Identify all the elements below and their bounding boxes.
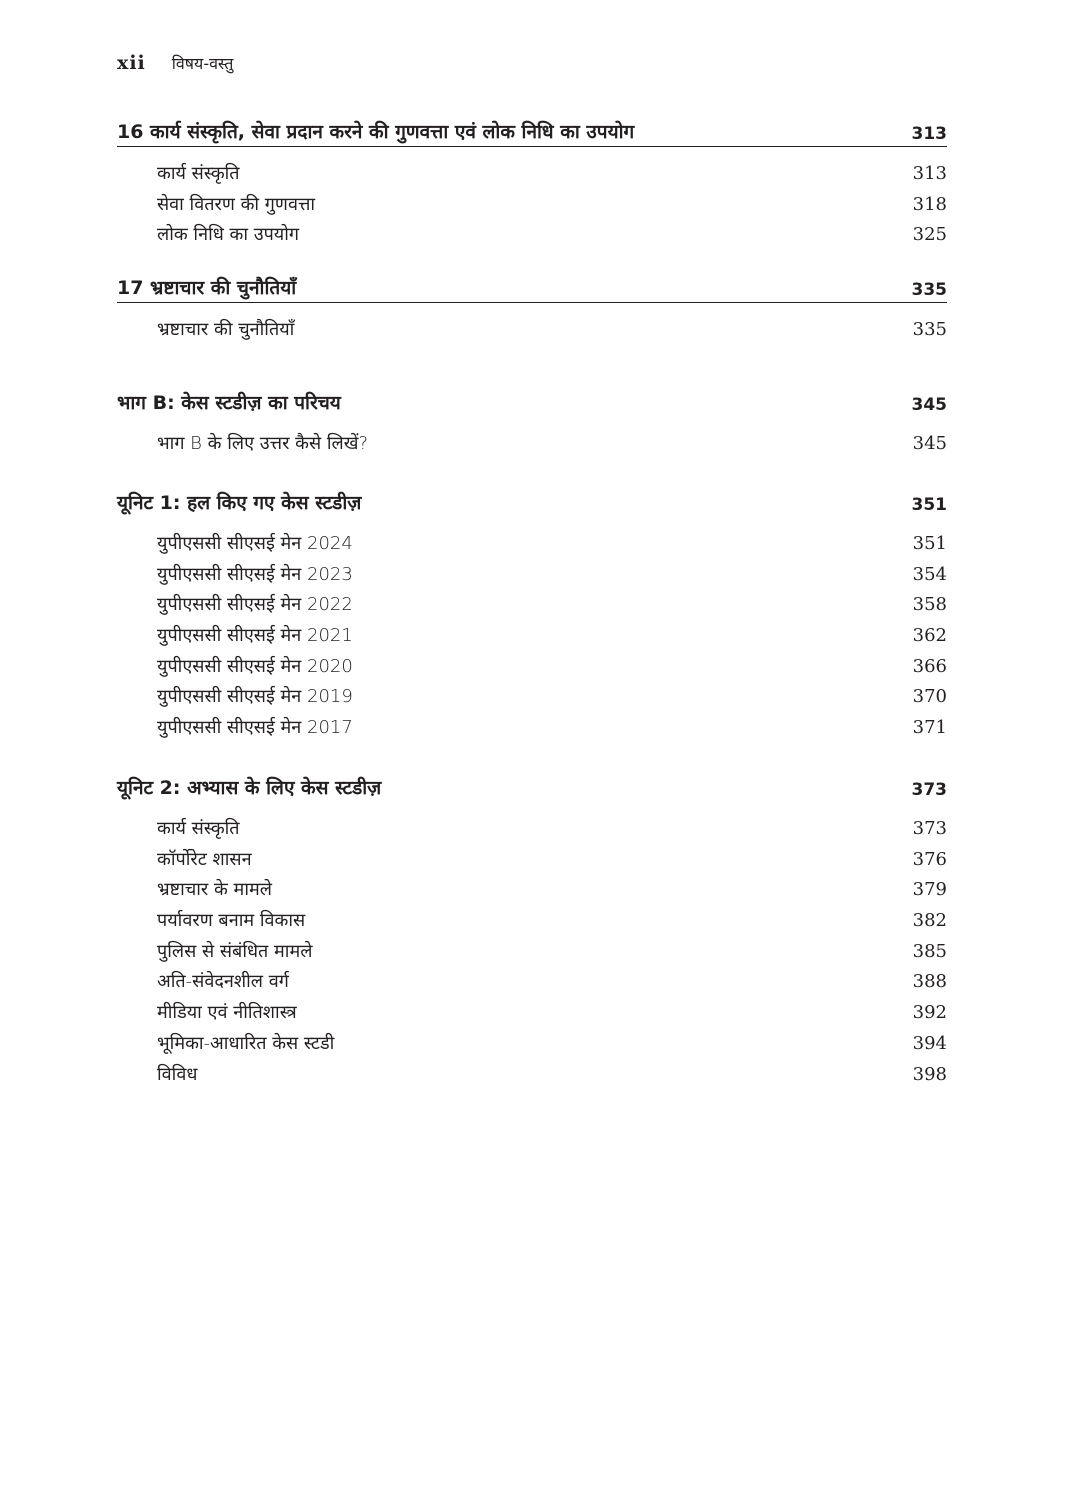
entry-title: भाग B के लिए उत्तर कैसे लिखें? <box>157 433 369 454</box>
unit-page-number: 373 <box>911 780 947 800</box>
entry-title: युपीएससी सीएसई मेन 2017 <box>157 717 353 739</box>
entry-title: पुलिस से संबंधित मामले <box>157 940 313 962</box>
entry-title: सेवा वितरण की गुणवत्ता <box>157 193 316 215</box>
toc-entry <box>117 590 947 621</box>
entry-page-number: 379 <box>912 879 947 901</box>
toc-entry <box>117 814 947 845</box>
toc-entry <box>117 998 947 1029</box>
toc-entry <box>117 937 947 968</box>
entry-page-number: 385 <box>912 940 947 962</box>
toc-entry <box>117 967 947 998</box>
toc-unit-1 <box>117 483 947 744</box>
unit-title: यूनिट 1: हल किए गए केस स्टडीज़ <box>117 492 362 514</box>
entry-page-number: 354 <box>912 563 947 585</box>
entry-title: मीडिया एवं नीतिशास्त्र <box>157 1002 297 1024</box>
entry-title: युपीएससी सीएसई मेन 2024 <box>157 533 353 554</box>
entry-page-number: 371 <box>912 717 947 739</box>
toc-entry <box>117 190 947 221</box>
toc-entry <box>117 159 947 190</box>
entry-title: भूमिका-आधारित केस स्टडी <box>157 1032 335 1054</box>
entry-title: भ्रष्टाचार के मामले <box>157 879 272 901</box>
toc-entry <box>117 1060 947 1091</box>
entry-page-number: 313 <box>912 163 947 184</box>
entry-title: लोक निधि का उपयोग <box>157 224 300 246</box>
entry-title: कॉर्पोरेट शासन <box>157 848 252 870</box>
page-folio: xii <box>117 52 146 74</box>
chapter-heading <box>117 112 947 147</box>
entry-title: युपीएससी सीएसई मेन 2020 <box>157 655 353 677</box>
entry-title: कार्य संस्कृति <box>157 818 240 839</box>
entry-page-number: 358 <box>912 594 947 616</box>
entry-title: युपीएससी सीएसई मेन 2021 <box>157 625 353 647</box>
chapter-title: 17 भ्रष्टाचार की चुनौतियाँ <box>117 277 297 299</box>
toc-entry <box>117 713 947 744</box>
entry-page-number: 345 <box>912 433 947 454</box>
entry-title: युपीएससी सीएसई मेन 2023 <box>157 563 353 585</box>
entry-title: पर्यावरण बनाम विकास <box>157 910 306 932</box>
entry-page-number: 373 <box>912 818 947 839</box>
entry-title: कार्य संस्कृति <box>157 163 240 184</box>
entry-title: युपीएससी सीएसई मेन 2022 <box>157 594 353 616</box>
part-page-number: 345 <box>911 395 947 415</box>
entry-page-number: 366 <box>912 655 947 677</box>
toc-entry <box>117 315 947 346</box>
chapter-title: 16 कार्य संस्कृति, सेवा प्रदान करने की गुणवत्ता एवं लोक निधि का उपयोग <box>117 121 635 143</box>
entry-page-number: 318 <box>912 193 947 215</box>
toc-entry <box>117 845 947 876</box>
toc-chapter-17 <box>117 268 947 346</box>
part-title: भाग B: केस स्टडीज़ का परिचय <box>117 392 341 414</box>
entry-list <box>117 429 947 460</box>
running-title: विषय-वस्तु <box>171 54 234 73</box>
toc-entry <box>117 906 947 937</box>
entry-list <box>117 159 947 251</box>
entry-page-number: 388 <box>912 971 947 993</box>
entry-title: अति-संवेदनशील वर्ग <box>157 971 289 993</box>
page-header <box>117 52 233 82</box>
entry-page-number: 362 <box>912 625 947 647</box>
entry-page-number: 392 <box>912 1002 947 1024</box>
entry-list <box>117 814 947 1090</box>
entry-list <box>117 315 947 346</box>
toc-entry <box>117 560 947 591</box>
entry-page-number: 335 <box>912 319 947 340</box>
unit-title: यूनिट 2: अभ्यास के लिए केस स्टडीज़ <box>117 777 382 799</box>
toc-entry <box>117 621 947 652</box>
toc-entry <box>117 429 947 460</box>
unit-page-number: 351 <box>911 495 947 515</box>
entry-page-number: 370 <box>912 686 947 708</box>
unit-heading <box>117 768 947 802</box>
entry-page-number: 394 <box>912 1032 947 1054</box>
toc-chapter-16 <box>117 112 947 251</box>
toc-entry <box>117 220 947 251</box>
entry-page-number: 325 <box>912 224 947 246</box>
entry-page-number: 376 <box>912 848 947 870</box>
toc-entry <box>117 682 947 713</box>
toc-entry <box>117 1029 947 1060</box>
chapter-heading <box>117 268 947 303</box>
part-heading <box>117 383 947 417</box>
chapter-page-number: 313 <box>911 124 947 144</box>
entry-page-number: 382 <box>912 910 947 932</box>
chapter-page-number: 335 <box>911 280 947 300</box>
entry-title: युपीएससी सीएसई मेन 2019 <box>157 686 353 708</box>
toc-entry <box>117 652 947 683</box>
entry-page-number: 398 <box>912 1063 947 1085</box>
entry-title: भ्रष्टाचार की चुनौतियाँ <box>157 319 295 340</box>
unit-heading <box>117 483 947 517</box>
entry-title: विविध <box>157 1063 198 1085</box>
toc-entry <box>117 529 947 560</box>
entry-page-number: 351 <box>912 533 947 554</box>
toc-part-b <box>117 383 947 460</box>
toc-entry <box>117 875 947 906</box>
entry-list <box>117 529 947 744</box>
toc-unit-2 <box>117 768 947 1090</box>
